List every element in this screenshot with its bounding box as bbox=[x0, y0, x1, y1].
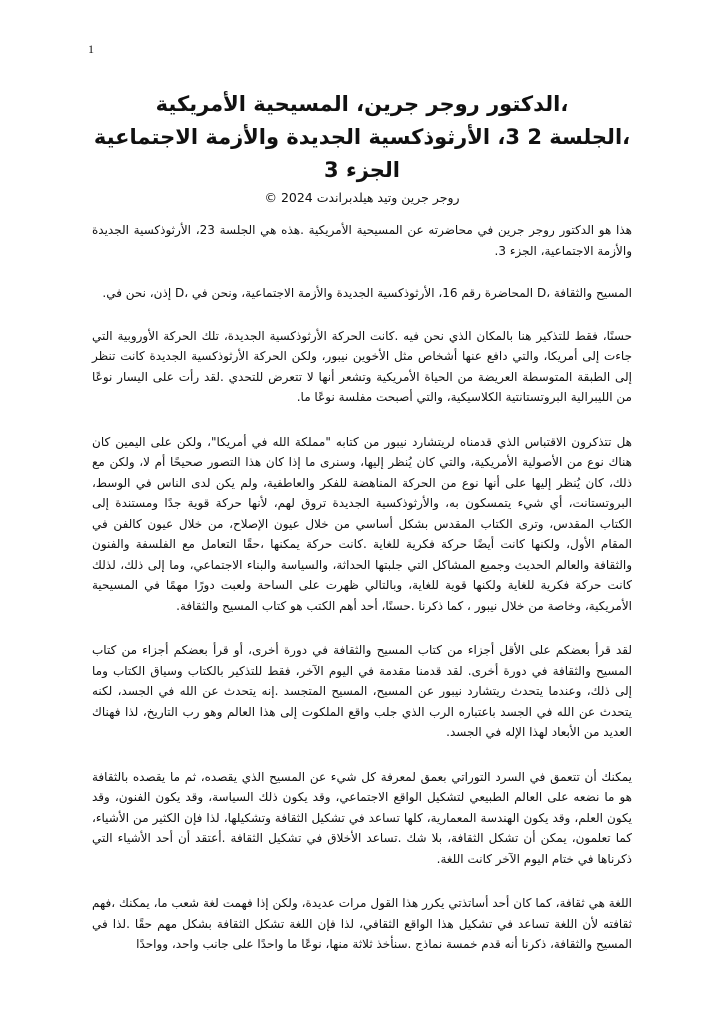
paragraph: هذا هو الدكتور روجر جرين في محاضرته عن المسيحية الأمريكية .هذه هي الجلسة 23، الأرثوذكسية الجديدة والأزمة الاجتماعية، الجزء 3. bbox=[92, 223, 632, 258]
title-block bbox=[80, 88, 644, 209]
title-line-3: الجزء 3 bbox=[324, 158, 400, 182]
paragraph: المسيح والثقافة ،D المحاضرة رقم 16، الأرثوذكسية الجديدة والأزمة الاجتماعية، ونحن في ،D إذن، نحن في. bbox=[102, 286, 632, 300]
paragraph: اللغة هي ثقافة، كما كان أحد أساتذتي يكرر هذا القول مرات عديدة، ولكن إذا فهمت لغة شعب ما، يمكنك ،فهم ثقافته لأن اللغة تساعد في تشكيل هذا الواقع الثقافي، لذا فإن اللغة تشكل الثقافة بشكل مهم حقًا .لذا في المسيح والثقافة، ذكرنا أنه قدم خمسة نماذج .سنأخذ ثلاثة منها، نوعًا ما واحدًا على جانب واحد، وواحدًا bbox=[92, 896, 632, 951]
paragraph: هل تتذكرون الاقتباس الذي قدمناه لريتشارد نيبور من كتابه "مملكة الله في أمريكا"، ولكن على اليمين كان هناك نوع من الأصولية الأمريكية، والتي كان يُنظر إليها، وسنرى ما إذا كان هذا التصور صحيحًا أم لا، ولكن مع ذلك، كان يُنظر إليها على أنها نوع من الحركة المناهضة للفكر والعاطفية، ولم يكن لدى الناس في الوسط، البروتستانت، أي شيء يتمسكون به، والأرثوذكسية الجديدة تروق لهم، لأنها حركة قوية جدًا ومستندة إلى الكتاب المقدس، وترى الكتاب المقدس بشكل أساسي من خلال عيون الإصلاح، من خلال عيون كالفن في المقام الأول، ولكنها كانت أيضًا حركة فكرية للغاية .كانت حركة يمكنها ،حقًا التعامل مع الفلسفة والفنون والثقافة والعالم الحديث وجميع المشاكل التي جلبتها الحداثة، والسياسة والبناء الاجتماعي، وما إلى ذلك، لذلك كانت حركة فكرية للغاية ولكنها قوية للغاية، وبالتالي ظهرت على الساحة ولعبت دورًا مهمًا في المسيحية الأمريكية، وخاصة من خلال نيبور ، كما ذكرنا .حسنًا، أحد أهم الكتب هو كتاب المسيح والثقافة. bbox=[92, 434, 632, 613]
paragraph: يمكنك أن تتعمق في السرد التوراتي بعمق لمعرفة كل شيء عن المسيح الذي يقصده، ثم ما يقصده بالثقافة هو ما نضعه على العالم الطبيعي لتشكيل الواقع الاجتماعي، وقد يكون ذلك السياسة، وقد يكون الفنون، وقد يكون العلم، وقد يكون الهندسة المعمارية، كلها تساعد في تشكيل الثقافة وتشكيلها، لذا فإن الكثير من الأشياء، كما تعلمون، يمكن أن تشكل الثقافة، بلا شك .تساعد الأخلاق في تشكيل الثقافة .أعتقد أن أحد الأشياء التي ذكرناها في ختام اليوم الآخر كانت اللغة. bbox=[92, 769, 632, 866]
title-line-1: ،الدكتور روجر جرين، المسيحية الأمريكية bbox=[155, 92, 569, 116]
copyright-line: روجر جرين وتيد هيلدبراندت 2024 © bbox=[264, 190, 460, 205]
paragraph: لقد قرأ بعضكم على الأقل أجزاء من كتاب المسيح والثقافة في دورة أخرى، أو قرأ بعضكم أجزاء من كتاب المسيح والثقافة في دورة أخرى. لقد قدمنا مقدمة في اليوم الآخر، فقط للتذكير بالكتاب وسياق الكتاب وما إلى ذلك، وعندما يتحدث ريتشارد نيبور عن المسيح، المسيح المتجسد .إنه يتحدث عن الله في الجسد، لكنه يتحدث عن الله في الجسد باعتباره الرب الذي جلب واقع الملكوت إلى هذا العالم وهو رب التاريخ، لذا فهناك العديد من الأبعاد لهذا الإله في الجسد. bbox=[92, 643, 632, 739]
body-text bbox=[92, 220, 632, 979]
title-line-2: ،الجلسة 2 3، الأرثوذكسية الجديدة والأزمة الاجتماعية bbox=[93, 125, 631, 149]
page-number: 1 bbox=[88, 42, 94, 56]
paragraph: حسنًا، فقط للتذكير هنا بالمكان الذي نحن فيه .كانت الحركة الأرثوذكسية الجديدة، تلك الحركة الأوروبية التي جاءت إلى أمريكا، والتي دافع عنها أشخاص مثل الأخوين نيبور، ولكن الحركة الأرثوذكسية الجديدة كانت تنظر إلى الطبقة المتوسطة العريضة من الحياة الأمريكية وتشعر أنها لا تتعرض للتحدي .لقد رأت على اليسار نوعًا من الليبرالية البروتستانتية الكلاسيكية، والتي أصبحت مفلسة نوعًا ما. bbox=[92, 328, 632, 404]
